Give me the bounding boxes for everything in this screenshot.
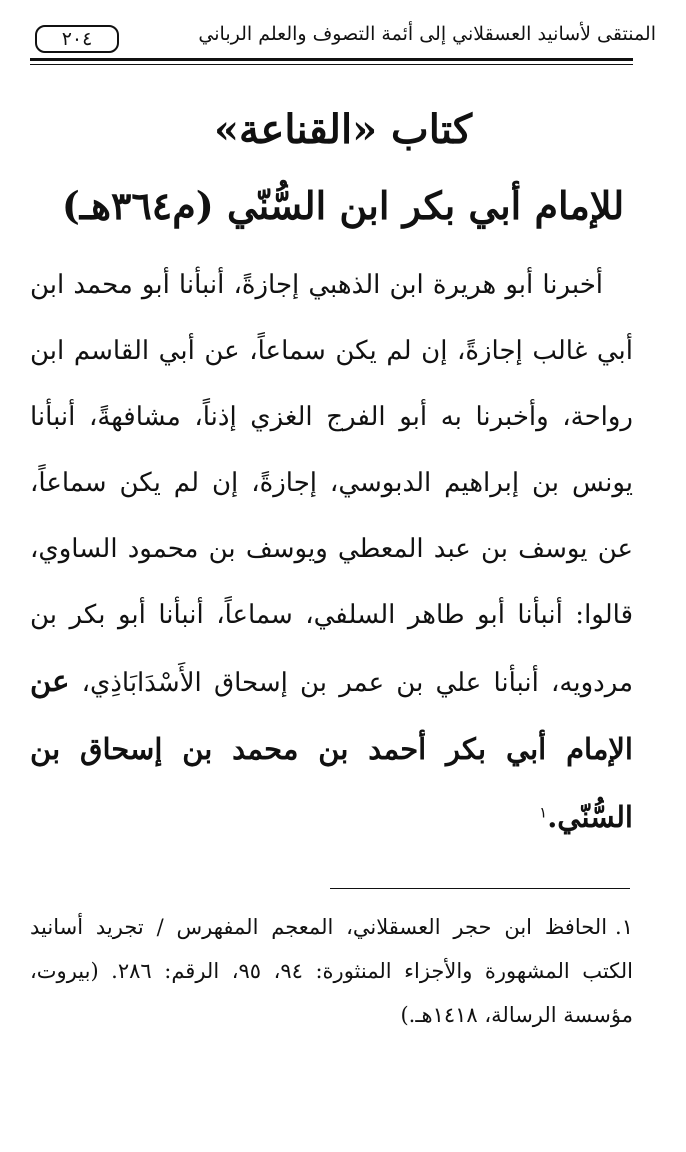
running-title: المنتقى لأسانيد العسقلاني إلى أئمة التصوف والعلم الرباني (198, 23, 656, 45)
footnote-separator (330, 888, 630, 889)
isnad-paragraph (30, 252, 633, 852)
isnad-text: أخبرنا أبو هريرة ابن الذهبي إجازةً، أنبأنا أبو محمد ابن أبي غالب إجازةً، إن لم يكن سماعاً، عن أبي القاسم ابن رواحة، وأخبرنا به أبو الفرج الغزي إذناً، مشافهةً، أنبأنا يونس بن إبراهيم الدبوسي، إجازةً، إن لم يكن سماعاً، عن يوسف بن عبد المعطي ويوسف بن محمود الساوي، قالوا: أنبأنا أبو طاهر السلفي، سماعاً، أنبأنا أبو بكر بن مردويه، أنبأنا علي بن عمر بن إسحاق الأَسْدَابَاذِي، (30, 270, 634, 698)
header-rule-thin (30, 64, 633, 65)
footnote-reference[interactable]: ١ (539, 803, 548, 822)
page-number-badge: ٢٠٤ (35, 25, 119, 53)
footnote-number: ١. (615, 915, 633, 939)
book-title: كتاب «القناعة» (214, 106, 472, 153)
author-title: للإمام أبي بكر ابن السُّنّي (م٣٦٤هـ) (61, 183, 625, 228)
footnote-text: الحافظ ابن حجر العسقلاني، المعجم المفهرس / تجريد أسانيد الكتب المشهورة والأجزاء المنثورة: ٩٤، ٩٥، الرقم: ٢٨٦. (بيروت، مؤسسة الرسالة، ١٤١٨هـ.) (30, 915, 633, 1027)
footnote (30, 905, 633, 1037)
header-rule-thick (30, 58, 633, 61)
isnad-text-bold: عن الإمام أبي بكر أحمد بن محمد بن إسحاق بن السُّنّي. (30, 664, 633, 834)
